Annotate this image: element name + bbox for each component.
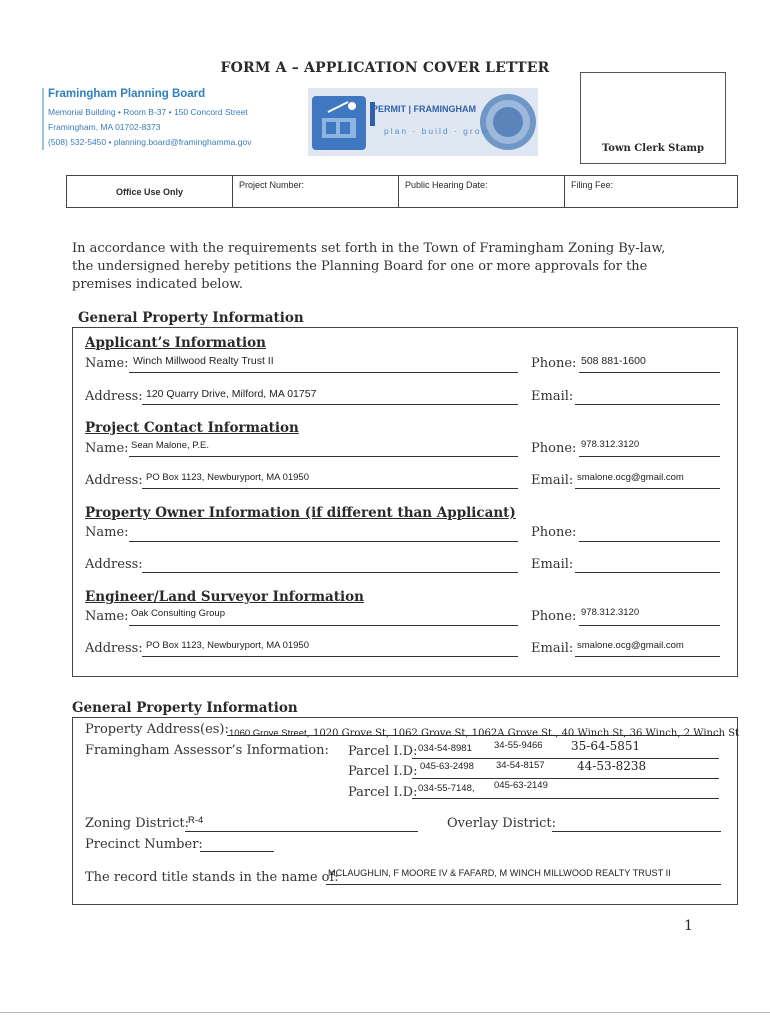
precinct-number-line bbox=[200, 851, 274, 852]
public-hearing-date-cell: Public Hearing Date: bbox=[399, 176, 565, 207]
parcel-1-c[interactable]: 35-64-5851 bbox=[571, 739, 641, 753]
parcel-label-2: Parcel I.D: bbox=[348, 764, 418, 779]
property-owner-address-label: Address: bbox=[85, 557, 143, 572]
parcel-2-b[interactable]: 34-54-8157 bbox=[496, 760, 545, 771]
engineer-name-line bbox=[129, 625, 518, 626]
project-contact-heading: Project Contact Information bbox=[85, 420, 299, 436]
parcel-line-2 bbox=[412, 778, 719, 779]
property-owner-email-label: Email: bbox=[531, 557, 574, 572]
project-contact-phone-field[interactable]: 978.312.3120 bbox=[581, 439, 640, 450]
applicant-address-label: Address: bbox=[85, 389, 143, 404]
intro-paragraph: In accordance with the requirements set forth in the Town of Framingham Zoning By-law, the undersigned hereby petitions the Planning Board for one or more approvals for the premises indicated below. bbox=[72, 241, 666, 292]
engineer-phone-line bbox=[579, 625, 720, 626]
zoning-district-label: Zoning District: bbox=[85, 816, 189, 831]
property-owner-name-label: Name: bbox=[85, 525, 129, 540]
engineer-heading: Engineer/Land Surveyor Information bbox=[85, 589, 364, 605]
parcel-label-3: Parcel I.D: bbox=[348, 785, 418, 800]
page-number: 1 bbox=[684, 918, 693, 934]
org-address-line1: Memorial Building • Room B-37 • 150 Concord Street bbox=[48, 107, 248, 117]
parcel-1-a[interactable]: 034-54-8981 bbox=[418, 743, 472, 754]
project-contact-name-field[interactable]: Sean Malone, P.E. bbox=[131, 440, 209, 451]
project-contact-address-label: Address: bbox=[85, 473, 143, 488]
applicant-email-line bbox=[575, 404, 720, 405]
section1-title: General Property Information bbox=[78, 310, 304, 326]
parcel-label-1: Parcel I.D: bbox=[348, 744, 418, 759]
project-contact-email-field[interactable]: smalone.ocg@gmail.com bbox=[577, 472, 684, 483]
logo-tagline: plan · build · grow bbox=[384, 126, 490, 136]
property-owner-email-line bbox=[575, 572, 720, 573]
bottom-rule bbox=[0, 1012, 770, 1013]
engineer-address-field[interactable]: PO Box 1123, Newburyport, MA 01950 bbox=[146, 640, 309, 651]
engineer-email-label: Email: bbox=[531, 641, 574, 656]
property-owner-phone-line bbox=[579, 541, 720, 542]
applicant-name-label: Name: bbox=[85, 356, 129, 371]
parcel-1-b[interactable]: 34-55-9466 bbox=[494, 740, 543, 751]
overlay-district-line bbox=[552, 831, 721, 832]
property-address-label: Property Address(es): bbox=[85, 722, 229, 737]
project-number-cell: Project Number: bbox=[233, 176, 399, 207]
parcel-3-b[interactable]: 045-63-2149 bbox=[494, 780, 548, 791]
applicant-heading: Applicant’s Information bbox=[85, 335, 266, 351]
filing-fee-cell: Filing Fee: bbox=[571, 180, 614, 190]
engineer-email-field[interactable]: smalone.ocg@gmail.com bbox=[577, 640, 684, 651]
applicant-address-field[interactable]: 120 Quarry Drive, Milford, MA 01757 bbox=[146, 388, 317, 400]
org-letterhead bbox=[42, 88, 298, 150]
parcel-2-c[interactable]: 44-53-8238 bbox=[577, 759, 647, 773]
logo-permit-text: PERMIT | FRAMINGHAM bbox=[372, 104, 477, 114]
parcel-3-a[interactable]: 034-55-7148, bbox=[418, 783, 475, 794]
project-contact-address-line bbox=[142, 488, 518, 489]
org-address-line2: Framingham, MA 01702-8373 bbox=[48, 122, 161, 132]
org-name: Framingham Planning Board bbox=[48, 88, 206, 100]
engineer-phone-label: Phone: bbox=[531, 609, 577, 624]
record-title-label: The record title stands in the name of: bbox=[85, 870, 339, 885]
project-contact-email-label: Email: bbox=[531, 473, 574, 488]
property-owner-phone-label: Phone: bbox=[531, 525, 577, 540]
engineer-name-field[interactable]: Oak Consulting Group bbox=[131, 608, 225, 619]
engineer-address-line bbox=[142, 656, 518, 657]
office-use-row bbox=[66, 175, 738, 208]
parcel-line-1 bbox=[412, 758, 719, 759]
applicant-phone-label: Phone: bbox=[531, 356, 577, 371]
applicant-address-line bbox=[142, 404, 518, 405]
permit-framingham-logo bbox=[308, 88, 538, 156]
project-contact-name-line bbox=[129, 456, 518, 457]
project-contact-address-field[interactable]: PO Box 1123, Newburyport, MA 01950 bbox=[146, 472, 309, 483]
applicant-phone-line bbox=[579, 372, 720, 373]
property-owner-address-line bbox=[142, 572, 518, 573]
engineer-email-line bbox=[575, 656, 720, 657]
town-clerk-stamp-label: Town Clerk Stamp bbox=[601, 143, 705, 154]
applicant-phone-field[interactable]: 508 881-1600 bbox=[581, 355, 646, 367]
project-contact-name-label: Name: bbox=[85, 441, 129, 456]
project-contact-phone-line bbox=[579, 456, 720, 457]
project-contact-phone-label: Phone: bbox=[531, 441, 577, 456]
engineer-address-label: Address: bbox=[85, 641, 143, 656]
property-owner-heading: Property Owner Information (if different than Applicant) bbox=[85, 505, 516, 521]
applicant-email-label: Email: bbox=[531, 389, 574, 404]
overlay-district-label: Overlay District: bbox=[447, 816, 557, 831]
office-use-title: Office Use Only bbox=[67, 176, 233, 207]
precinct-number-label: Precinct Number: bbox=[85, 837, 203, 852]
org-contact-line: (508) 532-5450 • planning.board@framinghamma.gov bbox=[48, 137, 252, 147]
engineer-name-label: Name: bbox=[85, 609, 129, 624]
zoning-district-field[interactable]: R-4 bbox=[188, 815, 204, 826]
assessor-info-label: Framingham Assessor’s Information: bbox=[85, 743, 329, 758]
form-title: FORM A – APPLICATION COVER LETTER bbox=[220, 60, 550, 76]
engineer-phone-field[interactable]: 978.312.3120 bbox=[581, 607, 640, 618]
property-address-typed: 1060 Grove Street bbox=[229, 728, 307, 739]
property-address-extra: , 1020 Grove St, 1062 Grove St, 1062A Grove St., 40 Winch St, 36 Winch, 2 Winch St bbox=[306, 728, 740, 739]
section2-title: General Property Information bbox=[72, 700, 298, 716]
project-contact-email-line bbox=[575, 488, 720, 489]
applicant-name-field[interactable]: Winch Millwood Realty Trust II bbox=[133, 355, 274, 367]
parcel-2-a[interactable]: 045-63-2498 bbox=[420, 761, 474, 772]
property-address-field[interactable] bbox=[229, 721, 739, 740]
zoning-district-line bbox=[185, 831, 418, 832]
record-title-field[interactable]: MCLAUGHLIN, F MOORE IV & FAFARD, M WINCH MILLWOOD REALTY TRUST II bbox=[328, 868, 671, 878]
logo-graphic bbox=[308, 88, 538, 156]
applicant-name-line bbox=[129, 372, 518, 373]
property-owner-name-line bbox=[129, 541, 518, 542]
parcel-line-3 bbox=[412, 798, 719, 799]
record-title-line bbox=[326, 884, 721, 885]
